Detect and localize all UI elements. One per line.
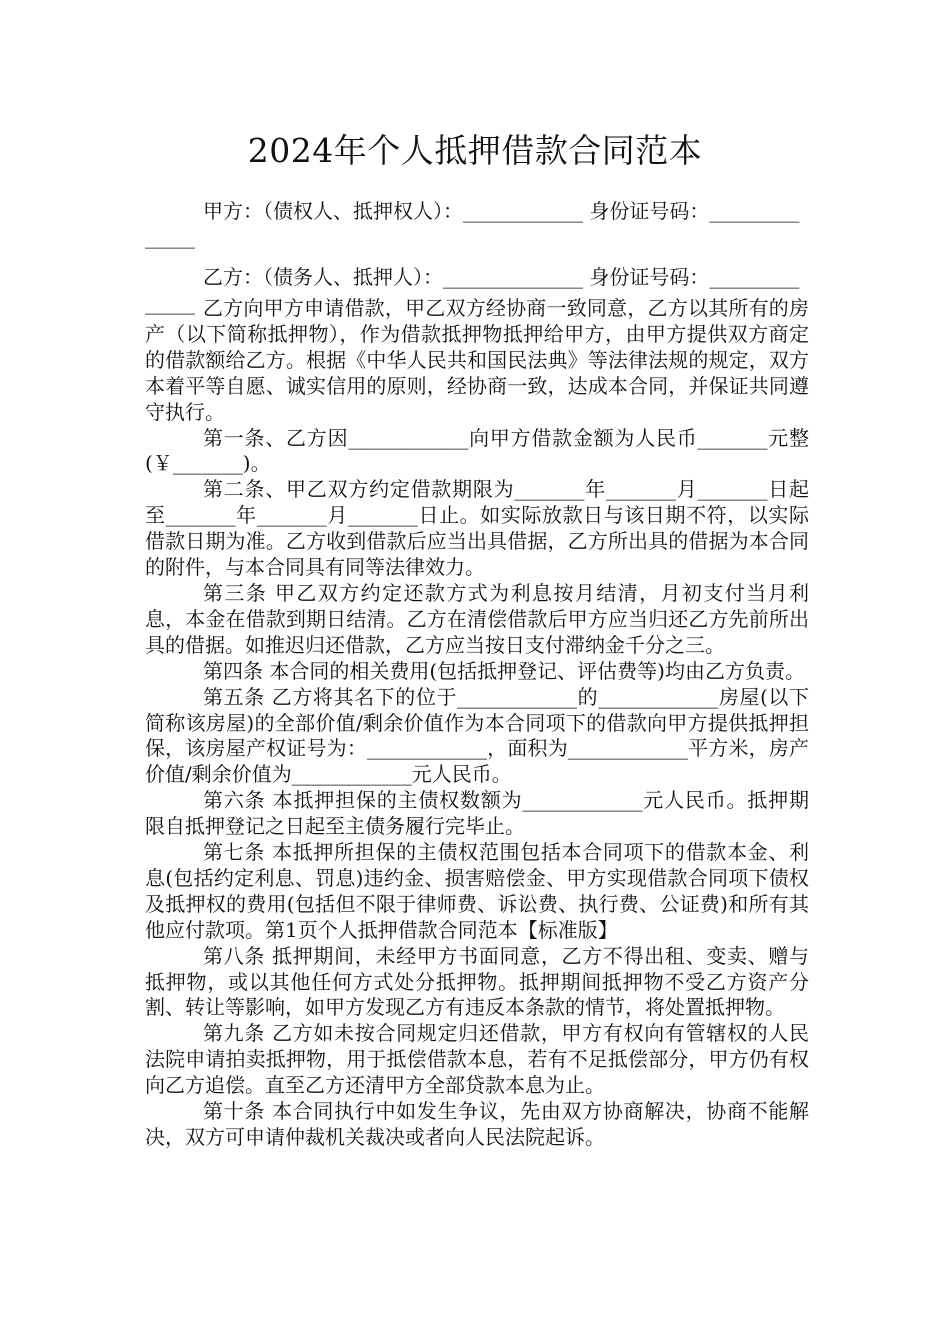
article-9: 第九条 乙方如未按合同规定归还借款，甲方有权向有管辖权的人民法院申请拍卖抵押物，用于抵偿借款本息，若有不足抵偿部分，甲方仍有权向乙方追偿。直至乙方还清甲方全部贷款本息为止。 xyxy=(145,1021,809,1098)
party-a-line: 甲方：（债权人、抵押权人）：____________ 身份证号码：______________ xyxy=(145,199,800,249)
article-7: 第七条 本抵押所担保的主债权范围包括本合同项下的借款本金、利息(包括约定利息、罚息)违约金、损害赔偿金、甲方实现借款合同项下债权及抵押权的费用(包括但不限于律师费、诉讼费、执行费、公证费)和所有其他应付款项。第1页个人抵押借款合同范本【标准版】 xyxy=(145,840,809,942)
article-10: 第十条 本合同执行中如发生争议，先由双方协商解决，协商不能解决，双方可申请仲裁机关裁决或者向人民法院起诉。 xyxy=(145,1099,809,1149)
party-b-line: 乙方：（债务人、抵押人）：______________ 身份证号码：______________ xyxy=(145,264,800,315)
article-1: 第一条、乙方因____________向甲方借款金额为人民币_______元整(￥_______)。 xyxy=(145,425,809,476)
document-title: 2024年个人抵押借款合同范本 xyxy=(247,131,703,170)
contract-body xyxy=(145,296,809,1151)
article-3: 第三条 甲乙双方约定还款方式为利息按月结清，月初支付当月利息，本金在借款到期日结清。乙方在清偿借款后甲方应当归还乙方先前所出具的借据。如推迟归还借款，乙方应当按日支付滞纳金千分之三。 xyxy=(145,580,809,657)
party-spacer xyxy=(145,251,809,265)
article-6: 第六条 本抵押担保的主债权数额为____________元人民币。抵押期限自抵押登记之日起至主债务履行完毕止。 xyxy=(145,788,809,839)
article-2: 第二条、甲乙双方约定借款期限为_______年_______月_______日起至_______年_______月_______日止。如实际放款日与该日期不符，以实际借款日期为准。乙方收到借款后应当出具借据，乙方所出具的借据为本合同的附件，与本合同具有同等法律效力。 xyxy=(145,477,809,580)
article-8: 第八条 抵押期间，未经甲方书面同意，乙方不得出租、变卖、赠与抵押物，或以其他任何方式处分抵押物。抵押期间抵押物不受乙方资产分割、转让等影响，如甲方发现乙方有违反本条款的情节，将处置抵押物。 xyxy=(145,943,809,1020)
article-4: 第四条 本合同的相关费用(包括抵押登记、评估费等)均由乙方负责。 xyxy=(203,658,805,683)
article-5: 第五条 乙方将其名下的位于____________的____________房屋(以下简称该房屋)的全部价值/剩余价值作为本合同项下的借款向甲方提供抵押担保，该房屋产权证号为：____________，面积为____________平方米，房产价值/剩余价值为____________元人民币。 xyxy=(145,684,809,787)
preamble-paragraph: 乙方向甲方申请借款，甲乙双方经协商一致同意，乙方以其所有的房产（以下简称抵押物），作为借款抵押物抵押给甲方，由甲方提供双方商定的借款额给乙方。根据《中华人民共和国民法典》等法律法规的规定，双方本着平等自愿、诚实信用的原则，经协商一致，达成本合同，并保证共同遵守执行。 xyxy=(145,296,809,424)
